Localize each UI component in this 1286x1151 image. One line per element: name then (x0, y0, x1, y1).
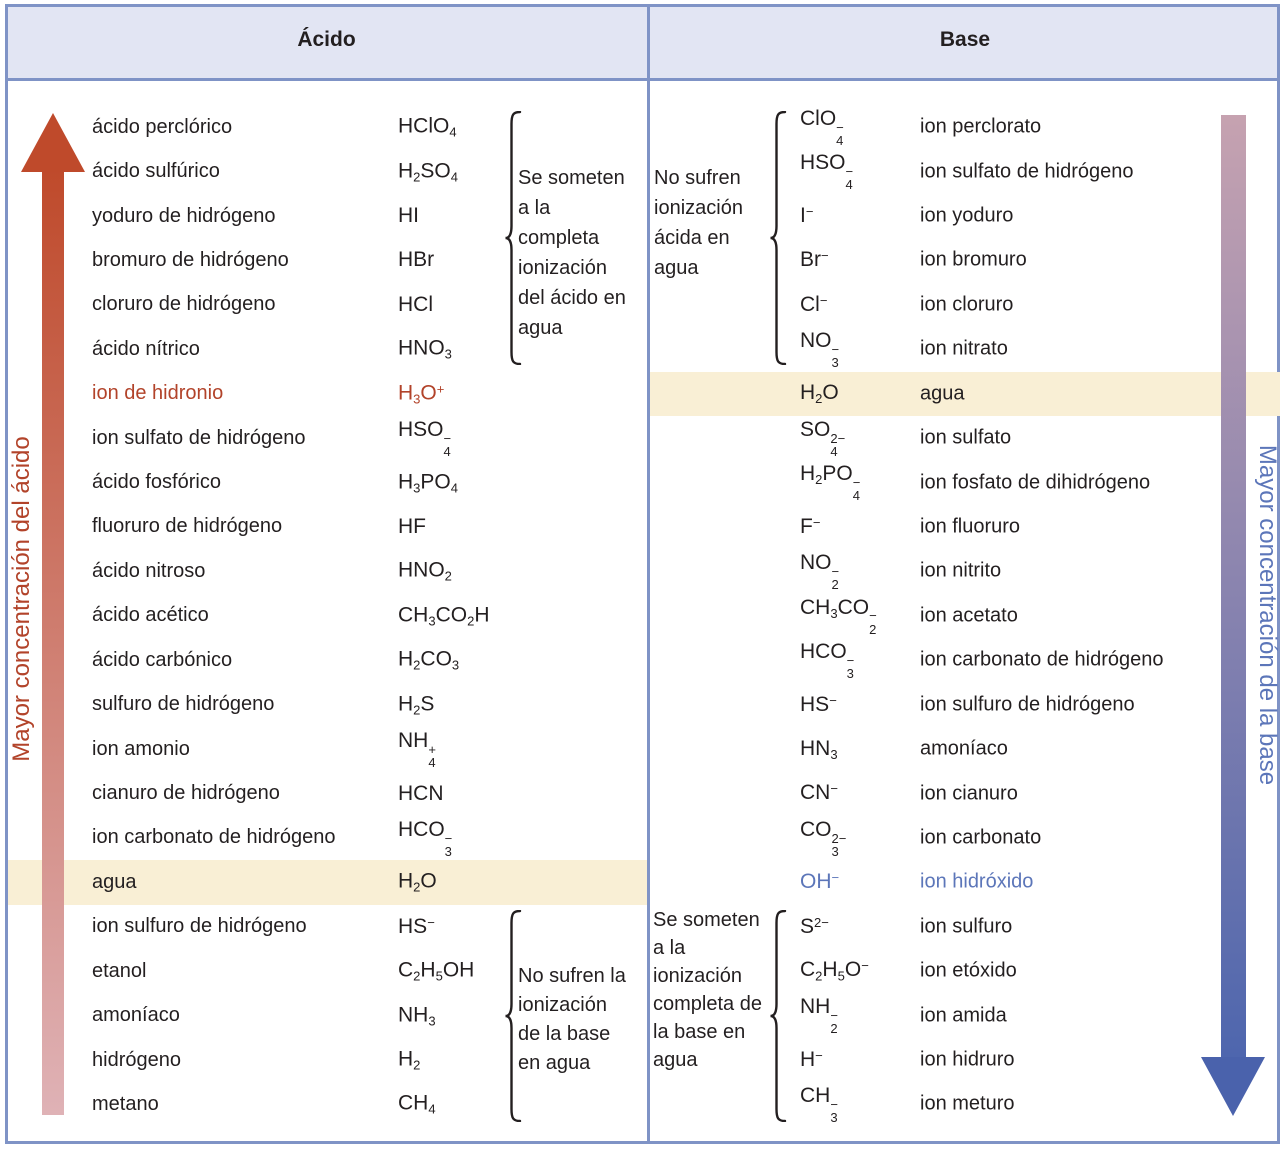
base-row (650, 727, 1280, 771)
base-row (650, 638, 1280, 682)
base-strong-brace (769, 910, 787, 1122)
base-formula: $C_2H_5O^-$ (800, 958, 869, 984)
base-formula: HSO − 4 (800, 151, 854, 193)
base-formula: $H_2O$ (800, 381, 839, 407)
annotation-line: a la (653, 937, 686, 959)
base-name: ion carbonato (920, 826, 1042, 849)
acid-formula: $H_2SO_4$ (398, 159, 459, 185)
annotation-line: agua (654, 257, 699, 279)
base-concentration-label: Mayor concentración de la base (1254, 444, 1281, 786)
base-formula: Br− (800, 248, 829, 272)
formula-charge-stack: 2− 4 (830, 430, 846, 460)
base-name: ion sulfato de hidrógeno (920, 160, 1134, 183)
base-name: ion amida (920, 1004, 1007, 1027)
acid-name: ácido fosfórico (92, 471, 221, 494)
base-row (650, 238, 1280, 282)
base-formula: NO − 3 (800, 329, 840, 371)
base-name: ion etóxido (920, 959, 1017, 982)
base-name: ion acetato (920, 604, 1018, 627)
acid-name: ion amonio (92, 737, 190, 760)
acid-row (8, 638, 647, 682)
acid-row (8, 460, 647, 504)
acid-row (8, 860, 647, 904)
annotation-line: Se someten (518, 167, 625, 189)
formula-charge-stack: − 3 (830, 1097, 838, 1126)
annotation-line: completa (518, 227, 600, 249)
acid-name: agua (92, 870, 137, 893)
acid-concentration-label: Mayor concentración del ácido (8, 436, 35, 762)
acid-row (8, 1082, 647, 1126)
base-formula: CN− (800, 781, 838, 805)
annotation-line: del ácido en (518, 287, 626, 309)
base-row (650, 549, 1280, 593)
acid-formula: $H_2O$ (398, 869, 437, 895)
base-name: ion meturo (920, 1092, 1015, 1115)
acid-formula: HCl (398, 292, 433, 316)
base-name: ion sulfato (920, 426, 1012, 449)
acid-row (8, 727, 647, 771)
base-formula: ClO − 4 (800, 107, 844, 149)
base-name: ion carbonato de hidrógeno (920, 648, 1164, 671)
acid-name: ácido perclórico (92, 115, 233, 138)
base-formula: $H_2PO$ − 4 (800, 462, 861, 504)
acid-formula: $HNO_3$ (398, 336, 452, 362)
annotation-line: agua (518, 317, 563, 339)
acid-formula: $CH_4$ (398, 1091, 436, 1118)
acid-name: ion sulfato de hidrógeno (92, 426, 306, 449)
acid-name: etanol (92, 959, 147, 982)
base-row (650, 505, 1280, 549)
base-formula: OH− (800, 870, 840, 894)
base-formula: NO − 2 (800, 551, 840, 593)
formula-charge-stack: − 4 (852, 475, 861, 504)
acid-formula: HBr (398, 248, 435, 272)
base-formula: SO 2− 4 (800, 417, 846, 460)
base-row (650, 860, 1280, 904)
base-name: ion sulfuro de hidrógeno (920, 693, 1135, 716)
acid-name: ácido sulfúrico (92, 160, 220, 183)
base-formula: I− (800, 203, 814, 228)
acid-name: sulfuro de hidrógeno (92, 693, 275, 716)
acid-row (8, 682, 647, 726)
acid-formula: $H_3O^+$ (398, 381, 445, 407)
acid-row (8, 594, 647, 638)
base-formula: CO 2− 3 (800, 817, 847, 859)
formula-charge-stack: − 2 (869, 608, 877, 637)
base-row (650, 327, 1280, 371)
acid-weak-annotation (518, 962, 626, 1078)
acid-formula: NH + 4 (398, 728, 436, 770)
acid-row (8, 505, 647, 549)
acid-name: cianuro de hidrógeno (92, 782, 280, 804)
base-row (650, 816, 1280, 860)
base-formula: NH − 2 (800, 995, 838, 1037)
acid-formula: HCN (398, 781, 444, 805)
annotation-line: a la (518, 197, 551, 219)
formula-charge-stack: − 2 (830, 1008, 838, 1037)
base-formula: Cl− (800, 292, 828, 316)
acid-formula: $H_2CO_3$ (398, 647, 460, 673)
annotation-line: ionización (518, 994, 607, 1016)
acid-formula: HSO − 4 (398, 417, 452, 460)
acid-name: bromuro de hidrógeno (92, 248, 289, 271)
acid-row (8, 905, 647, 949)
base-row (650, 283, 1280, 327)
formula-charge-stack: − 4 (443, 430, 452, 460)
acid-formula: HF (398, 514, 426, 538)
formula-charge-stack: − 2 (831, 564, 840, 593)
base-formula: HCO − 3 (800, 640, 855, 682)
acid-formula: $H_2$ (398, 1047, 421, 1073)
acid-row (8, 816, 647, 860)
base-formula: HS− (800, 692, 837, 716)
annotation-line: ionización (653, 965, 742, 987)
acid-formula: HS− (398, 914, 435, 938)
formula-charge-stack: − 3 (846, 652, 855, 682)
base-column-header: Base (939, 28, 991, 51)
base-name: ion bromuro (920, 248, 1027, 271)
base-formula: CH − 3 (800, 1084, 838, 1126)
base-row (650, 372, 1280, 416)
acid-name: ácido nitroso (92, 559, 206, 582)
base-row (650, 105, 1280, 149)
base-name: ion perclorato (920, 115, 1042, 138)
acid-formula: $H_2S$ (398, 692, 435, 718)
acid-name: ácido carbónico (92, 648, 233, 671)
acid-row (8, 372, 647, 416)
base-formula: $HN_3$ (800, 736, 838, 762)
acid-formula: $H_3PO_4$ (398, 469, 459, 496)
base-name: ion sulfuro (920, 915, 1013, 938)
base-row (650, 460, 1280, 504)
formula-charge-stack: 2− 3 (831, 830, 847, 859)
base-row (650, 771, 1280, 815)
base-row (650, 682, 1280, 726)
formula-charge-stack: + 4 (428, 741, 436, 770)
base-name: ion nitrato (920, 337, 1008, 360)
annotation-line: completa de (653, 993, 762, 1015)
acid-name: hidrógeno (92, 1048, 181, 1071)
base-name: ion hidróxido (920, 870, 1034, 893)
acid-name: cloruro de hidrógeno (92, 293, 276, 316)
acid-formula: HClO$_4$ (398, 114, 457, 140)
acid-name: ion sulfuro de hidrógeno (92, 915, 307, 938)
acid-name: ácido nítrico (92, 337, 200, 360)
column-divider (647, 4, 650, 1144)
annotation-line: la base en (653, 1021, 746, 1043)
acid-formula: $NH_3$ (398, 1003, 436, 1029)
annotation-line: No sufren la (518, 965, 626, 987)
acid-strong-annotation (518, 163, 626, 343)
base-name: ion fluoruro (920, 515, 1021, 538)
base-formula: H− (800, 1047, 823, 1072)
acid-formula: $C_2H_5OH$ (398, 958, 475, 984)
base-formula: $S^{2-}$ (800, 914, 829, 938)
base-row (650, 194, 1280, 238)
base-name: agua (920, 382, 965, 405)
base-row (650, 1082, 1280, 1126)
base-name: ion yoduro (920, 204, 1014, 227)
base-name: ion fosfato de dihidrógeno (920, 471, 1151, 494)
annotation-line: Se someten (653, 909, 760, 931)
base-name: ion cianuro (920, 782, 1018, 804)
acid-row (8, 771, 647, 815)
acid-name: ion de hidronio (92, 382, 224, 405)
acid-formula: $HNO_2$ (398, 558, 452, 584)
formula-charge-stack: − 3 (444, 830, 453, 859)
acid-row (8, 416, 647, 460)
base-name: ion hidruro (920, 1048, 1015, 1071)
annotation-line: de la base (518, 1023, 611, 1045)
acid-row (8, 549, 647, 593)
acid-row (8, 105, 647, 149)
acid-name: ion carbonato de hidrógeno (92, 826, 336, 849)
base-formula: F− (800, 514, 821, 539)
annotation-line: en agua (518, 1052, 591, 1074)
base-weak-brace (769, 111, 787, 365)
acid-name: fluoruro de hidrógeno (92, 515, 283, 538)
annotation-line: agua (653, 1049, 698, 1071)
base-row (650, 594, 1280, 638)
acid-name: ácido acético (92, 604, 209, 627)
base-name: ion cloruro (920, 293, 1014, 316)
acid-column-header: Ácido (297, 28, 356, 51)
formula-charge-stack: − 3 (831, 341, 840, 371)
annotation-line: ácida en (654, 227, 730, 249)
base-strong-annotation (653, 906, 762, 1074)
base-name: ion nitrito (920, 559, 1002, 582)
base-row (650, 149, 1280, 193)
acid-name: metano (92, 1092, 159, 1115)
acid-formula: HI (398, 204, 419, 228)
acid-formula: $CH_3CO_2H$ (398, 603, 490, 629)
acid-name: amoníaco (92, 1004, 180, 1027)
acid-name: yoduro de hidrógeno (92, 204, 276, 227)
formula-charge-stack: − 4 (845, 164, 854, 193)
annotation-line: ionización (654, 197, 743, 219)
formula-charge-stack: − 4 (836, 119, 844, 149)
base-row (650, 416, 1280, 460)
base-formula: $CH_3CO$ − 2 (800, 595, 877, 637)
base-weak-annotation (654, 163, 743, 283)
acid-formula: HCO − 3 (398, 817, 453, 859)
annotation-line: ionización (518, 257, 607, 279)
base-name: amoníaco (920, 737, 1008, 760)
annotation-line: No sufren (654, 167, 741, 189)
